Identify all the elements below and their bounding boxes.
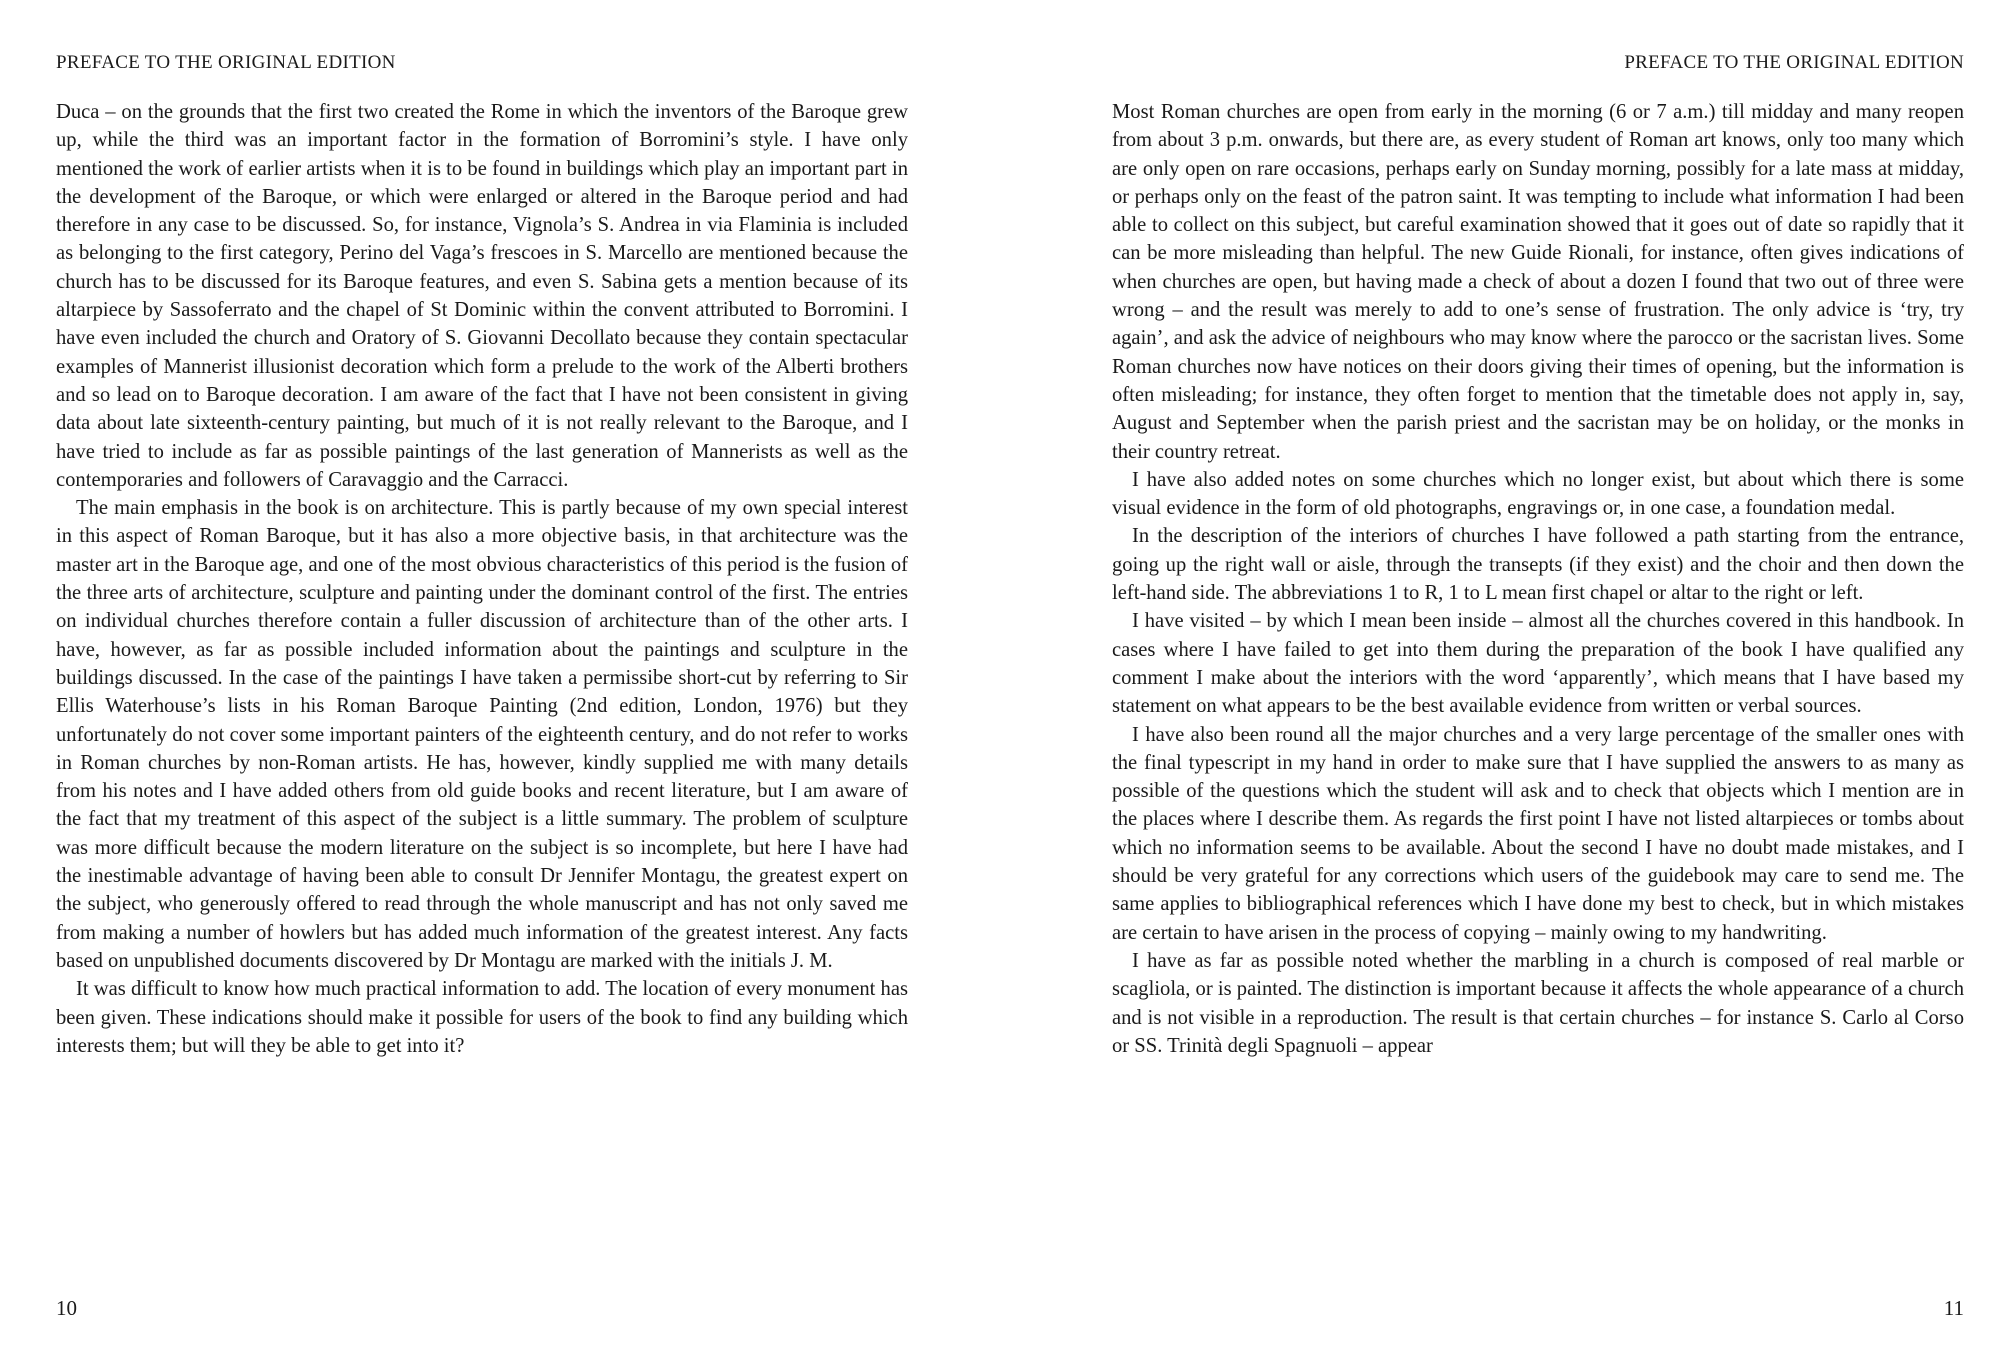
paragraph: I have also added notes on some churches which no longer exist, but about which there is some visual evidence in the form of old photographs, engravings or, in one case, a foundation medal.: [1112, 468, 1964, 520]
paragraph: I have as far as possible noted whether the marbling in a church is composed of real marble or scagliola, or is painted. The distinction is important because it affects the whole appearance of a church and is not visible in a reproduction. The result is that certain churches – for instance S. Carlo al Corso or SS. Trinità degli Spagnuoli – appear: [1112, 949, 1964, 1057]
page-number-right: 11: [1943, 1296, 1964, 1320]
paragraph: Most Roman churches are open from early in the morning (6 or 7 a.m.) till midday and many reopen from about 3 p.m. onwards, but there are, as every student of Roman art knows, only too many which are only open on rare occasions, perhaps early on Sunday morning, possibly for a late mass at midday, or perhaps only on the feast of the patron saint. It was tempting to include what information I had been able to collect on this subject, but careful examination showed that it goes out of date so rapidly that it can be more misleading than helpful. The new Guide Rionali, for instance, often gives indications of when churches are open, but having made a check of about a dozen I found that two out of three were wrong – and the result was merely to add to one’s sense of frustration. The only advice is ‘try, try again’, and ask the advice of neighbours who may know where the parocco or the sacristan lives. Some Roman churches now have notices on their doors giving their times of opening, but the information is often misleading; for instance, they often forget to mention that the timetable does not apply in, say, August and September when the parish priest and the sacristan may be on holiday, or the monks in their country retreat.: [1112, 101, 1964, 463]
paragraph: I have visited – by which I mean been inside – almost all the churches covered in this handbook. In cases where I have failed to get into them during the preparation of the book I have qualified any comment I make about the interiors with the word ‘apparently’, which means that I have based my statement on what appears to be the best available evidence from written or verbal sources.: [1112, 610, 1964, 718]
left-body-text: [56, 98, 908, 1060]
paragraph: It was difficult to know how much practical information to add. The location of every monument has been given. These indications should make it possible for users of the book to find any building which interests them; but will they be able to get into it?: [56, 978, 908, 1057]
paragraph: Duca – on the grounds that the first two created the Rome in which the inventors of the Baroque grew up, while the third was an important factor in the formation of Borromini’s style. I have only mentioned the work of earlier artists when it is to be found in buildings which play an important part in the development of the Baroque, or which were enlarged or altered in the Baroque period and had therefore in any case to be discussed. So, for instance, Vignola’s S. Andrea in via Flaminia is included as belonging to the first category, Perino del Vaga’s frescoes in S. Marcello are mentioned because the church has to be discussed for its Baroque features, and even S. Sabina gets a mention because of its altarpiece by Sassoferrato and the chapel of St Dominic within the convent attributed to Borromini. I have even included the church and Oratory of S. Giovanni Decollato because they contain spectacular examples of Mannerist illusionist decoration which form a prelude to the work of the Alberti brothers and so lead on to Baroque decoration. I am aware of the fact that I have not been consistent in giving data about late sixteenth-century painting, but much of it is not really relevant to the Baroque, and I have tried to include as far as possible paintings of the last generation of Mannerists as well as the contemporaries and followers of Caravaggio and the Carracci.: [56, 101, 908, 491]
running-head-right: PREFACE TO THE ORIGINAL EDITION: [1624, 52, 1964, 73]
page-number-left: 10: [56, 1296, 77, 1320]
paragraph: I have also been round all the major churches and a very large percentage of the smaller ones with the final typescript in my hand in order to make sure that I have supplied the answers to as many as possible of the questions which the student will ask and to check that objects which I mention are in the places where I describe them. As regards the first point I have not listed altarpieces or tombs about which no information seems to be available. About the second I have no doubt made mistakes, and I should be very grateful for any corrections which users of the guidebook may care to send me. The same applies to bibliographical references which I have done my best to check, but in which mistakes are certain to have arisen in the process of copying – mainly owing to my handwriting.: [1112, 723, 1964, 944]
paragraph: In the description of the interiors of churches I have followed a path starting from the entrance, going up the right wall or aisle, through the transepts (if they exist) and the choir and then down the left-hand side. The abbreviations 1 to R, 1 to L mean first chapel or altar to the right or left.: [1112, 525, 1964, 605]
right-body-text: [1112, 98, 1964, 1060]
left-page: [56, 0, 908, 1372]
right-page: [1112, 0, 1964, 1372]
running-head-left: PREFACE TO THE ORIGINAL EDITION: [56, 52, 396, 73]
paragraph: The main emphasis in the book is on architecture. This is partly because of my own special interest in this aspect of Roman Baroque, but it has also a more objective basis, in that architecture was the master art in the Baroque age, and one of the most obvious characteristics of this period is the fusion of the three arts of architecture, sculpture and painting under the dominant control of the first. The entries on individual churches therefore contain a fuller discussion of architecture than of the other arts. I have, however, as far as possible included information about the paintings and sculpture in the buildings discussed. In the case of the paintings I have taken a permissibe short-cut by referring to Sir Ellis Waterhouse’s lists in his Roman Baroque Painting (2nd edition, London, 1976) but they unfortunately do not cover some important painters of the eighteenth century, and do not refer to works in Roman churches by non-Roman artists. He has, however, kindly supplied me with many details from his notes and I have added others from old guide books and recent literature, but I am aware of the fact that my treatment of this aspect of the subject is a little summary. The problem of sculpture was more difficult because the modern literature on the subject is so incomplete, but here I have had the inestimable advantage of having been able to consult Dr Jennifer Montagu, the greatest expert on the subject, who generously offered to read through the whole manuscript and has not only saved me from making a number of howlers but has added much information of the greatest interest. Any facts based on unpublished documents discovered by Dr Montagu are marked with the initials J. M.: [56, 497, 908, 972]
